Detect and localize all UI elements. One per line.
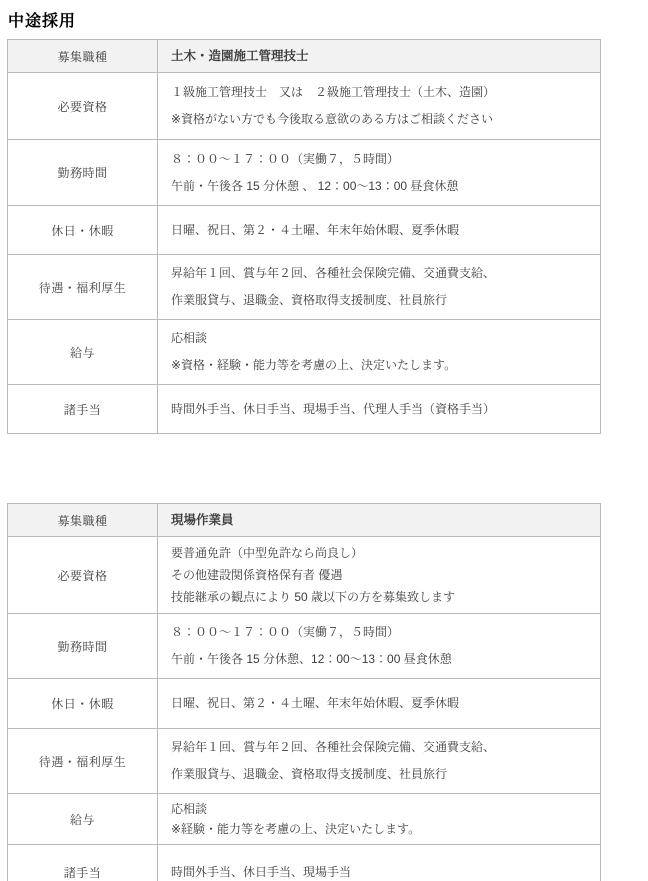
table-row-allowances <box>8 845 601 881</box>
row-label: 諸手当 <box>8 385 158 434</box>
value-line: 応相談 <box>171 331 208 345</box>
row-value <box>158 320 601 385</box>
value-line: 日曜、祝日、第２・４土曜、年末年始休暇、夏季休暇 <box>171 222 460 237</box>
row-label: 募集職種 <box>8 40 158 73</box>
table-row-salary <box>8 794 601 845</box>
row-label: 勤務時間 <box>8 140 158 206</box>
job-title-cell <box>158 504 601 537</box>
value-line: ※資格・経験・能力等を考慮の上、決定いたします。 <box>171 358 457 372</box>
value-line: 応相談 <box>171 802 208 816</box>
row-label: 必要資格 <box>8 73 158 140</box>
row-value <box>158 794 601 845</box>
value-line: その他建設関係資格保有者 優遇 <box>171 568 343 582</box>
table-header-row <box>8 504 601 537</box>
value-line: 午前・午後各 15 分休憩、12：00～13：00 昼食休憩 <box>171 652 452 666</box>
value-line: １級施工管理技士 又は ２級施工管理技士（土木、造園） <box>171 85 496 99</box>
table-row-qualifications <box>8 537 601 614</box>
row-label: 休日・休暇 <box>8 206 158 255</box>
job-title: 土木・造園施工管理技士 <box>171 49 309 63</box>
row-label: 待遇・福利厚生 <box>8 255 158 320</box>
value-line: ８：００～１７：００（実働７，５時間） <box>171 151 400 166</box>
row-value <box>158 537 601 614</box>
table-row-benefits <box>8 255 601 320</box>
job-table-field-worker <box>7 503 601 881</box>
value-line: ※資格がない方でも今後取る意欲のある方はご相談ください <box>171 112 494 126</box>
row-value <box>158 729 601 794</box>
table-row-salary <box>8 320 601 385</box>
value-line: 作業服貸与、退職金、資格取得支援制度、社員旅行 <box>171 767 448 781</box>
row-value <box>158 255 601 320</box>
row-value <box>158 73 601 140</box>
value-line: 時間外手当、休日手当、現場手当 <box>171 865 352 879</box>
table-row-working-hours <box>8 614 601 679</box>
row-value <box>158 140 601 206</box>
row-value <box>158 385 601 434</box>
row-label: 募集職種 <box>8 504 158 537</box>
row-value <box>158 679 601 729</box>
job-table-civil-engineer <box>7 39 601 434</box>
value-line: ８：００～１７：００（実働７，５時間） <box>171 625 400 639</box>
row-value <box>158 614 601 679</box>
row-label: 給与 <box>8 320 158 385</box>
value-line: 要普通免許（中型免許なら尚良し） <box>171 546 364 560</box>
table-row-qualifications <box>8 73 601 140</box>
table-row-allowances <box>8 385 601 434</box>
page-title: 中途採用 <box>8 13 77 30</box>
value-line: 日曜、祝日、第２・４土曜、年末年始休暇、夏季休暇 <box>171 696 460 710</box>
value-line: ※経験・能力等を考慮の上、決定いたします。 <box>171 822 421 836</box>
value-line: 作業服貸与、退職金、資格取得支援制度、社員旅行 <box>171 293 448 307</box>
job-title-cell <box>158 40 601 73</box>
table-header-row <box>8 40 601 73</box>
value-line: 時間外手当、休日手当、現場手当、代理人手当（資格手当） <box>171 401 496 416</box>
row-value <box>158 206 601 255</box>
table-row-working-hours <box>8 140 601 206</box>
table-row-holidays <box>8 679 601 729</box>
job-title: 現場作業員 <box>171 513 234 527</box>
value-line: 技能継承の観点により 50 歳以下の方を募集致します <box>171 590 456 604</box>
row-label: 諸手当 <box>8 845 158 881</box>
row-label: 給与 <box>8 794 158 845</box>
table-row-holidays <box>8 206 601 255</box>
row-label: 必要資格 <box>8 537 158 614</box>
row-label: 休日・休暇 <box>8 679 158 729</box>
row-label: 勤務時間 <box>8 614 158 679</box>
value-line: 昇給年１回、賞与年２回、各種社会保険完備、交通費支給、 <box>171 266 496 280</box>
row-value <box>158 845 601 881</box>
row-label: 待遇・福利厚生 <box>8 729 158 794</box>
value-line: 午前・午後各 15 分休憩 、 12：00～13：00 昼食休憩 <box>171 178 459 193</box>
value-line: 昇給年１回、賞与年２回、各種社会保険完備、交通費支給、 <box>171 740 496 754</box>
table-row-benefits <box>8 729 601 794</box>
